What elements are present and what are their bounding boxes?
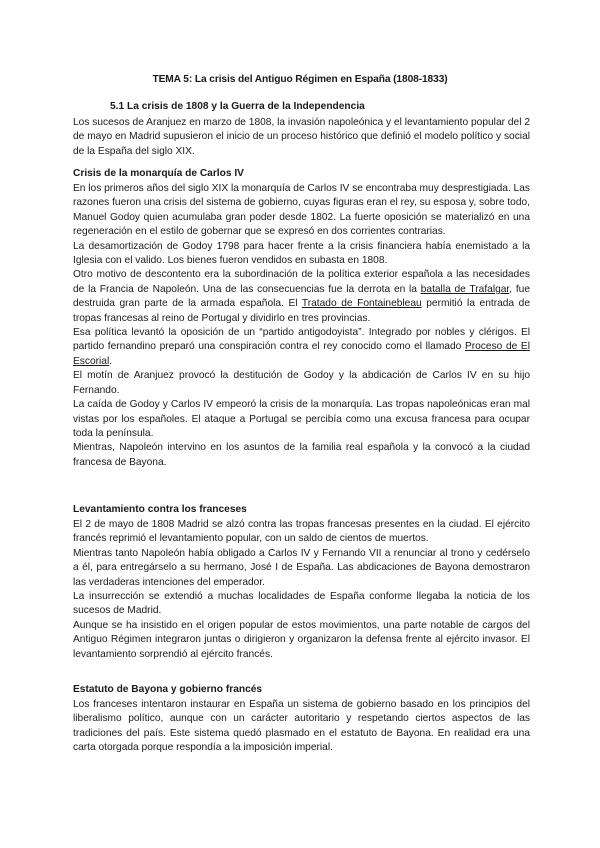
intro-paragraph: Los sucesos de Aranjuez en marzo de 1808, la invasión napoleónica y el levantamiento popular del 2 de mayo en Madrid supusieron el inicio de un proceso histórico que definió el modelo político y social de la España del siglo XIX.	[73, 117, 530, 157]
link-tratado-fontainebleau[interactable]: Tratado de Fontainebleau	[301, 298, 422, 310]
paragraph: La caída de Godoy y Carlos IV empeoró la crisis de la monarquía. Las tropas napoleónicas eran mal vistas por los españoles. El ataque a Portugal se percibía como una excusa francesa para ocupar toda la península.	[73, 399, 530, 439]
section-crisis-carlos-iv	[73, 167, 530, 470]
section-levantamiento	[73, 503, 530, 662]
section-heading: Crisis de la monarquía de Carlos IV	[73, 168, 244, 179]
intro-block	[73, 116, 530, 159]
paragraph: Aunque se ha insistido en el origen popular de estos movimientos, una parte notable de cargos del Antiguo Régimen integraron juntas o dirigieron y organizaron la defensa frente al ejército invasor. El levantamiento sorprendió al ejército francés.	[73, 619, 530, 660]
paragraph: El 2 de mayo de 1808 Madrid se alzó contra las tropas francesas presentes en la ciudad. El ejército francés reprimió el levantamiento popular, con un saldo de cientos de muertos.	[73, 519, 530, 545]
section-estatuto-bayona	[73, 683, 530, 756]
paragraph: Esa política levantó la oposición de un “partido antigodoyista”. Integrado por nobles y clérigos. El partido fernandino preparó una conspiración contra el rey conocido como el llamado Proceso de El Escorial.	[73, 327, 530, 367]
document-title: TEMA 5: La crisis del Antiguo Régimen en España (1808-1833)	[152, 74, 448, 85]
paragraph: Otro motivo de descontento era la subordinación de la política exterior española a las necesidades de la Francia de Napoleón. Una de las consecuencias fue la derrota en la batalla de Trafalgar, fue destruida gran parte de la armada española. El Tratado de Fontainebleau permitió la entrada de tropas francesas al reino de Portugal y dividirlo en tres provincias.	[73, 269, 531, 324]
paragraph: Los franceses intentaron instaurar en España un sistema de gobierno basado en los principios del liberalismo político, aunque con un carácter autoritario y respetando ciertos aspectos de las tradiciones del país. Este sistema quedó plasmado en el estatuto de Bayona. En realidad era una carta otorgada porque respondía a la imposición imperial.	[73, 699, 530, 754]
paragraph: Mientras tanto Napoleón había obligado a Carlos IV y Fernando VII a renunciar al trono y cedérselo a él, para entregárselo a su hermano, José I de España. Las abdicaciones de Bayona demostraron las verdaderas intenciones del emperador.	[73, 547, 530, 588]
section-heading: Estatuto de Bayona y gobierno francés	[73, 684, 263, 695]
section-heading: Levantamiento contra los franceses	[73, 504, 247, 515]
section-subtitle: 5.1 La crisis de 1808 y la Guerra de la Independencia	[110, 101, 365, 112]
paragraph: La insurrección se extendió a muchas localidades de España conforme llegaba la noticia de los sucesos de Madrid.	[73, 591, 530, 617]
link-batalla-trafalgar[interactable]: batalla de Trafalgar	[420, 283, 510, 295]
paragraph: La desamortización de Godoy 1798 para hacer frente a la crisis financiera había enemistado a la Iglesia con el valido. Los bienes fueron vendidos en subasta en 1808.	[73, 240, 530, 267]
paragraph: En los primeros años del siglo XIX la monarquía de Carlos IV se encontraba muy desprestigiada. Las razones fueron una crisis del sistema de gobierno, cuyas figuras eran el rey, su esposa y, sobre todo, Manuel Godoy quien acumulaba gran poder desde 1802. La fuerte oposición se materializó en una regeneración en el estilo de gobernar que se expresó en dos corrientes contrarias.	[73, 183, 530, 238]
paragraph: El motín de Aranjuez provocó la destitución de Godoy y la abdicación de Carlos IV en su hijo Fernando.	[73, 370, 530, 396]
link-proceso-escorial[interactable]: Proceso de El Escorial	[73, 341, 530, 367]
paragraph: Mientras, Napoleón intervino en los asuntos de la familia real española y la convocó a la ciudad francesa de Bayona.	[73, 442, 530, 468]
